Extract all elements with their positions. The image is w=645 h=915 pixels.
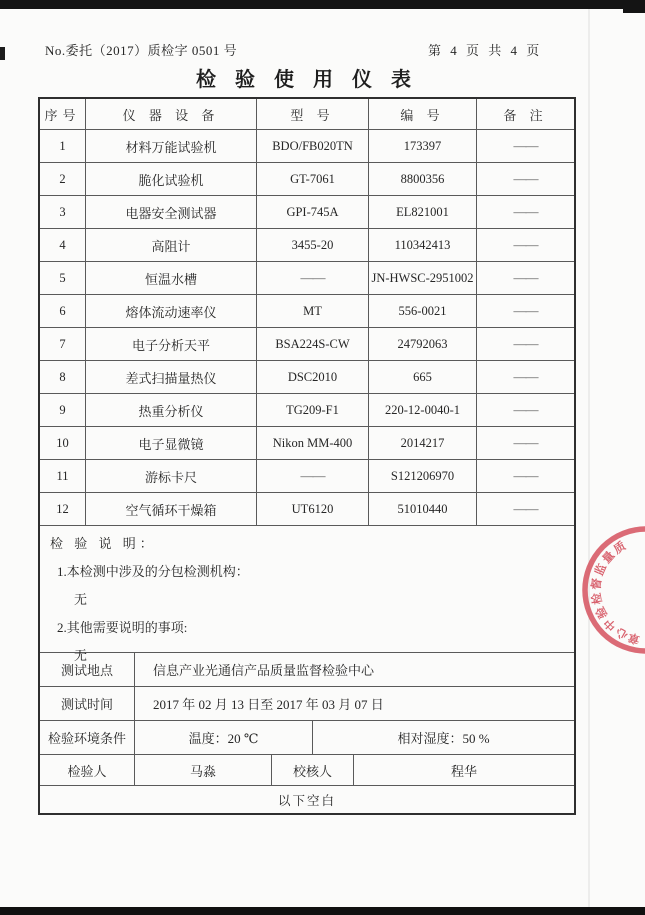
notes-item-1: 1.本检测中涉及的分包检测机构： xyxy=(57,564,249,579)
instrument-remark: —— xyxy=(513,435,538,450)
instrument-name: 材料万能试验机 xyxy=(86,130,257,162)
row-no: 7 xyxy=(40,328,86,360)
row-no: 10 xyxy=(40,427,86,459)
instrument-name: 电器安全测试器 xyxy=(86,196,257,228)
instrument-model: —— xyxy=(257,262,369,294)
header-serial: 编 号 xyxy=(369,99,477,129)
row-no: 3 xyxy=(40,196,86,228)
seal-char: 质 xyxy=(611,540,629,557)
test-time-label: 测试时间 xyxy=(40,687,135,720)
instrument-model: 3455-20 xyxy=(257,229,369,261)
instrument-serial: 2014217 xyxy=(369,427,477,459)
instrument-name: 熔体流动速率仪 xyxy=(86,295,257,327)
header-remark: 备 注 xyxy=(503,107,548,123)
seal-char: 量 xyxy=(600,549,618,567)
instrument-serial: 556-0021 xyxy=(369,295,477,327)
table-row xyxy=(40,493,574,526)
table-row xyxy=(40,328,574,361)
table-row xyxy=(40,163,574,196)
instrument-remark: —— xyxy=(513,468,538,483)
instrument-name: 空气循环干燥箱 xyxy=(86,493,257,525)
scan-page-edge-line xyxy=(588,9,590,907)
seal-char: 督 xyxy=(590,577,604,591)
scan-edge-top xyxy=(0,0,645,9)
seal-char: 检 xyxy=(590,591,605,606)
row-no: 8 xyxy=(40,361,86,393)
instrument-remark: —— xyxy=(513,237,538,252)
header-model: 型 号 xyxy=(257,99,369,129)
seal-char: 心 xyxy=(614,624,631,641)
row-no: 4 xyxy=(40,229,86,261)
scan-edge-bottom xyxy=(0,907,645,915)
row-no: 12 xyxy=(40,493,86,525)
instrument-model: MT xyxy=(257,295,369,327)
instrument-name: 恒温水槽 xyxy=(86,262,257,294)
row-no: 2 xyxy=(40,163,86,195)
instrument-serial: JN-HWSC-2951002 xyxy=(369,262,477,294)
blank-below-label: 以下空白 xyxy=(277,793,336,808)
instrument-name: 游标卡尺 xyxy=(86,460,257,492)
row-no: 11 xyxy=(40,460,86,492)
seal-char: 章 xyxy=(627,630,642,645)
header-no: 序号 xyxy=(40,99,86,129)
instrument-model: GPI-745A xyxy=(257,196,369,228)
instrument-remark: —— xyxy=(513,501,538,516)
red-seal-stamp xyxy=(555,515,645,665)
instrument-remark: —— xyxy=(513,204,538,219)
instrument-model: BDO/FB020TN xyxy=(257,130,369,162)
inspection-notes-section xyxy=(40,526,574,663)
humidity-value: 相对湿度：50 % xyxy=(397,731,490,746)
instrument-model: —— xyxy=(257,460,369,492)
table-row xyxy=(40,460,574,493)
row-no: 5 xyxy=(40,262,86,294)
checker-name: 程华 xyxy=(450,763,477,779)
table-row xyxy=(40,196,574,229)
instrument-serial: 24792063 xyxy=(369,328,477,360)
instrument-model: UT6120 xyxy=(257,493,369,525)
instrument-serial: 665 xyxy=(369,361,477,393)
document-number: No.委托（2017）质检字 0501 号 xyxy=(45,43,238,58)
test-time-row xyxy=(40,687,574,721)
instrument-serial: 8800356 xyxy=(369,163,477,195)
scan-mark-left xyxy=(0,47,5,60)
seal-char: 监 xyxy=(593,562,610,578)
instrument-name: 脆化试验机 xyxy=(86,163,257,195)
inspector-label: 检验人 xyxy=(40,755,135,785)
scan-edge-corner xyxy=(623,0,645,13)
page-number: 第 4 页 共 4 页 xyxy=(428,43,543,58)
instrument-remark: —— xyxy=(513,336,538,351)
row-no: 1 xyxy=(40,130,86,162)
table-header-row xyxy=(40,99,574,130)
instrument-name: 差式扫描量热仪 xyxy=(86,361,257,393)
inspector-name: 马淼 xyxy=(135,755,272,785)
instrument-model: TG209-F1 xyxy=(257,394,369,426)
instrument-name: 热重分析仪 xyxy=(86,394,257,426)
instrument-remark: —— xyxy=(513,369,538,384)
instrument-remark: —— xyxy=(513,402,538,417)
instrument-serial: EL821001 xyxy=(369,196,477,228)
table-row xyxy=(40,361,574,394)
table-row xyxy=(40,394,574,427)
notes-title: 检 验 说 明： xyxy=(50,536,157,551)
seal-char: 中 xyxy=(602,615,620,633)
test-location-value: 信息产业光通信产品质量监督检验中心 xyxy=(153,663,375,678)
notes-item-2-value: 无 xyxy=(74,648,88,663)
instrument-model: DSC2010 xyxy=(257,361,369,393)
table-row xyxy=(40,262,574,295)
environment-label: 检验环境条件 xyxy=(40,721,135,754)
instrument-model: BSA224S-CW xyxy=(257,328,369,360)
checker-label: 校核人 xyxy=(272,755,354,785)
table-row xyxy=(40,130,574,163)
row-no: 9 xyxy=(40,394,86,426)
blank-below-row xyxy=(40,786,574,813)
notes-item-2: 2.其他需要说明的事项: xyxy=(57,620,188,635)
instrument-name: 电子显微镜 xyxy=(86,427,257,459)
instrument-serial: S121206970 xyxy=(369,460,477,492)
instrument-name: 电子分析天平 xyxy=(86,328,257,360)
notes-item-1-value: 无 xyxy=(74,592,88,607)
header-instrument: 仪 器 设 备 xyxy=(86,99,257,129)
page-title: 检 验 使 用 仪 表 xyxy=(196,69,418,91)
table-row xyxy=(40,229,574,262)
test-time-value: 2017 年 02 月 13 日至 2017 年 03 月 07 日 xyxy=(153,697,384,712)
instrument-model: Nikon MM-400 xyxy=(257,427,369,459)
table-row xyxy=(40,295,574,328)
row-no: 6 xyxy=(40,295,86,327)
test-location-row xyxy=(40,653,574,687)
instrument-name: 高阻计 xyxy=(86,229,257,261)
instrument-remark: —— xyxy=(513,138,538,153)
instrument-remark: —— xyxy=(513,270,538,285)
environment-row xyxy=(40,721,574,755)
instrument-serial: 173397 xyxy=(369,130,477,162)
instrument-serial: 51010440 xyxy=(369,493,477,525)
instrument-remark: —— xyxy=(513,171,538,186)
seal-char: 验 xyxy=(594,604,611,621)
instruments-table xyxy=(38,97,576,815)
table-row xyxy=(40,427,574,460)
instrument-serial: 220-12-0040-1 xyxy=(369,394,477,426)
temperature-value: 温度：20 ℃ xyxy=(135,721,313,754)
personnel-row xyxy=(40,755,574,786)
instrument-model: GT-7061 xyxy=(257,163,369,195)
instrument-serial: 110342413 xyxy=(369,229,477,261)
test-location-label: 测试地点 xyxy=(40,653,135,686)
instrument-remark: —— xyxy=(513,303,538,318)
